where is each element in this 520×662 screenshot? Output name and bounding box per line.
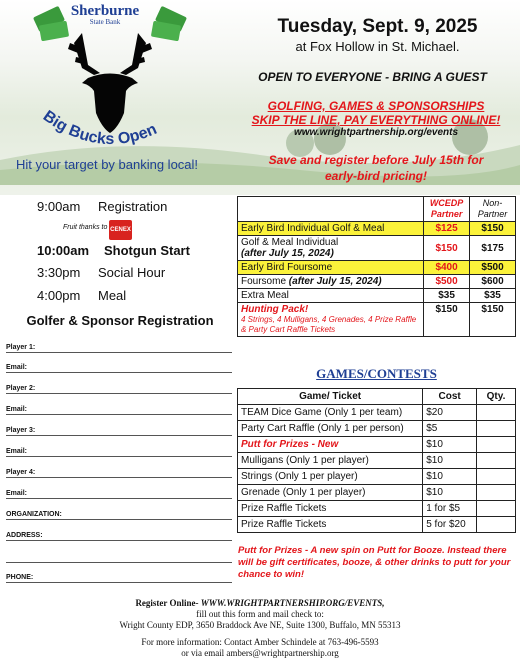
qty-cell[interactable] <box>477 437 516 453</box>
item-name: Early Bird Foursome <box>238 261 424 275</box>
open-to-everyone: OPEN TO EVERYONE - BRING A GUEST <box>258 70 487 84</box>
register-line: Register Online- WWW.WRIGHTPARTNERSHIP.ORG/EVENTS, <box>135 598 385 608</box>
table-row <box>238 222 516 236</box>
table-row <box>238 437 516 453</box>
item-name: Extra Meal <box>238 289 424 303</box>
email3-field[interactable] <box>6 445 232 457</box>
item-note: (after July 15, 2024) <box>288 276 382 287</box>
game-name: Putt for Prizes - New <box>238 437 423 453</box>
game-name: Grenade (Only 1 per player) <box>238 485 423 501</box>
bank-name: Sherburne <box>70 3 140 19</box>
qty-header: Qty. <box>477 389 516 405</box>
cenex-logo: CENEX <box>109 220 132 240</box>
qty-cell[interactable] <box>477 453 516 469</box>
table-row <box>238 421 516 437</box>
wcedp-price: $150 <box>424 303 470 337</box>
item-name: Early Bird Individual Golf & Meal <box>238 222 424 236</box>
deer-icon <box>68 33 152 133</box>
tagline: Hit your target by banking local! <box>15 157 199 172</box>
hunting-pack-desc: 4 Strings, 4 Mulligans, 4 Grenades, 4 Prize Raffle & Party Cart Raffle Tickets <box>241 315 417 334</box>
promo-text: GOLFING, GAMES & SPONSORSHIPS SKIP THE LINE, PAY EVERYTHING ONLINE! <box>251 99 501 127</box>
events-link[interactable]: www.wrightpartnership.org/events <box>293 127 459 138</box>
table-row <box>238 453 516 469</box>
table-row <box>238 405 516 421</box>
cost-header: Cost <box>423 389 477 405</box>
table-header-row <box>238 197 516 222</box>
form-label: ADDRESS: <box>6 532 43 539</box>
wcedp-price: $125 <box>424 222 470 236</box>
event-date: Tuesday, Sept. 9, 2025 <box>277 16 478 37</box>
item-note: (after July 15, 2024) <box>241 248 334 259</box>
table-row <box>238 469 516 485</box>
game-name: Mulligans (Only 1 per player) <box>238 453 423 469</box>
player2-field[interactable] <box>6 382 232 394</box>
table-row <box>238 275 516 289</box>
non-partner-price: $150 <box>470 303 516 337</box>
wcedp-price: $400 <box>424 261 470 275</box>
wcedp-price: $35 <box>424 289 470 303</box>
player1-field[interactable] <box>6 341 232 353</box>
form-label: PHONE: <box>6 574 34 581</box>
game-name: Party Cart Raffle (Only 1 per person) <box>238 421 423 437</box>
event-location: at Fox Hollow in St. Michael. <box>295 39 460 54</box>
game-header: Game/ Ticket <box>238 389 423 405</box>
game-name: Prize Raffle Tickets <box>238 517 423 533</box>
organization-field[interactable] <box>6 508 232 520</box>
putt-for-prizes-note: Putt for Prizes - A new spin on Putt for Booze. Instead there will be gift certificates, booze, & other drinks to putt for your chance to win! <box>238 545 511 580</box>
qty-cell[interactable] <box>477 517 516 533</box>
player3-field[interactable] <box>6 424 232 436</box>
form-label: Player 3: <box>6 427 36 434</box>
table-row <box>238 261 516 275</box>
game-cost: $10 <box>423 485 477 501</box>
qty-cell[interactable] <box>477 501 516 517</box>
game-cost: $10 <box>423 453 477 469</box>
non-partner-price: $500 <box>470 261 516 275</box>
address-field-2[interactable] <box>6 551 232 563</box>
player4-field[interactable] <box>6 466 232 478</box>
table-row <box>238 236 516 261</box>
game-name: TEAM Dice Game (Only 1 per team) <box>238 405 423 421</box>
email1-field[interactable] <box>6 361 232 373</box>
item-cell <box>238 303 424 337</box>
non-partner-price: $600 <box>470 275 516 289</box>
form-label: Email: <box>6 448 28 455</box>
game-cost: $10 <box>423 469 477 485</box>
form-label: Email: <box>6 364 28 371</box>
table-header-row <box>238 389 516 405</box>
email-line: or via email ambers@wrightpartnership.org <box>181 648 339 658</box>
game-cost: 1 for $5 <box>423 501 477 517</box>
hunting-pack-title: Hunting Pack! <box>241 304 309 315</box>
item-name: Foursome <box>241 276 287 287</box>
mailing-address: Wright County EDP, 3650 Braddock Ave NE, Suite 1300, Buffalo, MN 55313 <box>119 620 401 630</box>
wcedp-price: $500 <box>424 275 470 289</box>
table-row <box>238 485 516 501</box>
mail-line: fill out this form and mail check to: <box>196 609 324 619</box>
qty-cell[interactable] <box>477 485 516 501</box>
wcedp-header: WCEDP Partner <box>424 197 470 222</box>
form-label: Email: <box>6 490 28 497</box>
email2-field[interactable] <box>6 403 232 415</box>
non-partner-price: $175 <box>470 236 516 261</box>
game-cost: $5 <box>423 421 477 437</box>
qty-cell[interactable] <box>477 469 516 485</box>
earlybird-note: Save and register before July 15th for early-bird pricing! <box>268 153 484 183</box>
address-field[interactable] <box>6 529 232 541</box>
event-name-arc: Big Bucks Open <box>39 107 160 149</box>
wcedp-price: $150 <box>424 236 470 261</box>
table-row <box>238 289 516 303</box>
qty-cell[interactable] <box>477 421 516 437</box>
register-link[interactable]: WWW.WRIGHTPARTNERSHIP.ORG/EVENTS, <box>200 598 385 608</box>
table-row <box>238 517 516 533</box>
item-cell <box>238 275 424 289</box>
form-label: ORGANIZATION: <box>6 511 62 518</box>
table-row <box>238 303 516 337</box>
registration-title: Golfer & Sponsor Registration <box>26 313 214 328</box>
non-partner-price: $150 <box>470 222 516 236</box>
item-cell <box>238 236 424 261</box>
schedule-row: 3:30pm Social Hour <box>37 265 166 280</box>
footer <box>0 598 520 659</box>
game-name: Prize Raffle Tickets <box>238 501 423 517</box>
game-name: Strings (Only 1 per player) <box>238 469 423 485</box>
form-label: Email: <box>6 406 28 413</box>
table-row <box>238 501 516 517</box>
info-line: For more information: Contact Amber Schindele at 763-496-5593 <box>141 637 379 647</box>
form-label: Player 4: <box>6 469 36 476</box>
non-partner-price: $35 <box>470 289 516 303</box>
games-title: GAMES/CONTESTS <box>316 366 437 381</box>
game-cost: $10 <box>423 437 477 453</box>
fruit-sponsor-text: Fruit thanks to <box>63 224 108 231</box>
game-cost: 5 for $20 <box>423 517 477 533</box>
games-table <box>237 388 516 533</box>
form-label: Player 1: <box>6 344 36 351</box>
qty-cell[interactable] <box>477 405 516 421</box>
form-label: Player 2: <box>6 385 36 392</box>
non-partner-header: Non-Partner <box>470 197 516 222</box>
bank-subtitle: State Bank <box>89 18 121 26</box>
schedule-row: 10:00am Shotgun Start <box>37 243 190 258</box>
money-right-icon <box>151 6 187 41</box>
email4-field[interactable] <box>6 487 232 499</box>
pricing-table <box>237 196 516 337</box>
schedule-row: 4:00pm Meal <box>37 288 127 303</box>
phone-field[interactable] <box>6 571 232 583</box>
item-name: Golf & Meal Individual <box>241 237 339 248</box>
blank-header <box>238 197 424 222</box>
schedule-row: 9:00am Registration <box>37 199 168 214</box>
game-cost: $20 <box>423 405 477 421</box>
